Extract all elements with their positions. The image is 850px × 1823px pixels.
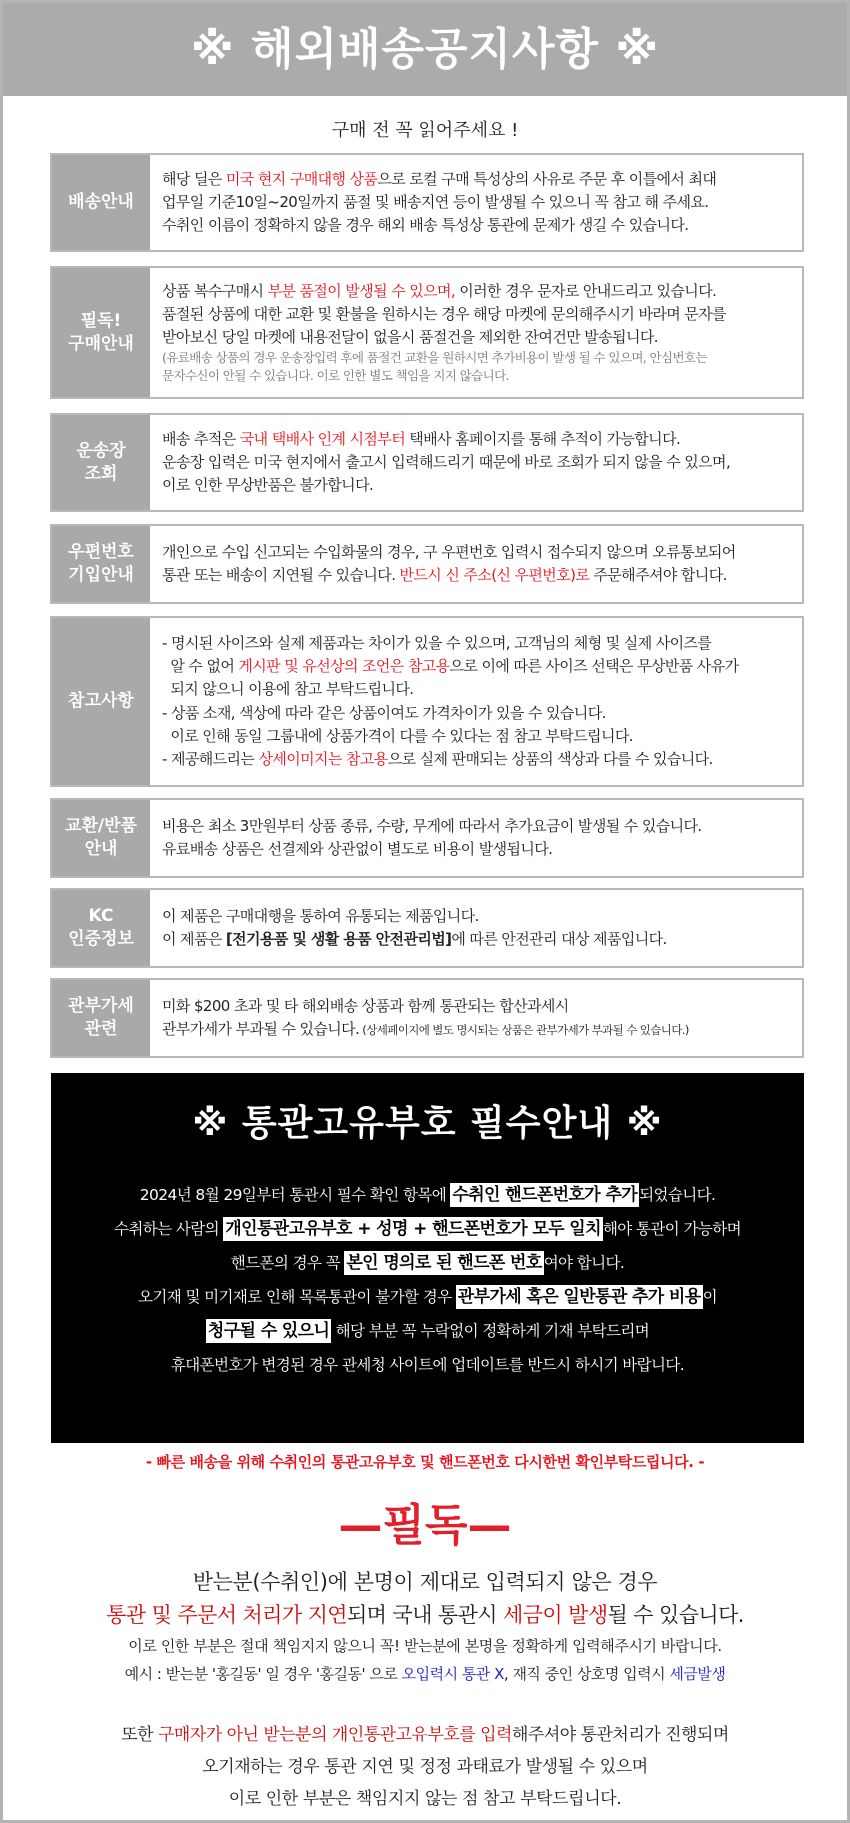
highlight-red: 게시판 및 유선상의 조언은 참고용 [238, 657, 450, 675]
text-line: 품절된 상품에 대한 교환 및 환불을 원하시는 경우 해당 마켓에 문의해주시기 바라며 문자를 [162, 304, 726, 323]
section-body [162, 890, 792, 966]
section-label [52, 415, 150, 510]
text-line [162, 280, 792, 303]
text-line: 이 제품은 구매대행을 통하여 유통되는 제품입니다. [162, 906, 479, 925]
label-line: 운송장 [76, 440, 126, 461]
must-read-title: —필독— [338, 1500, 512, 1551]
text-line [51, 1212, 804, 1246]
label-line: 교환/반품 [65, 816, 137, 837]
customs-title: ※ 통관고유부호 필수안내 ※ [192, 1103, 663, 1144]
must-read-line [3, 1599, 847, 1629]
text: 주문해주셔야 합니다. [589, 566, 727, 584]
section-label [52, 618, 150, 785]
text: 이 [702, 1288, 717, 1306]
text-line: 비용은 최소 3만원부터 상품 종류, 수량, 무게에 따라서 추가요금이 발생될 수 있습니다. [162, 816, 702, 835]
text-line [162, 748, 792, 771]
text-line: - 명시된 사이즈와 실제 제품과는 차이가 있을 수 있으며, 고객님의 체형 및 실제 사이즈를 [162, 633, 712, 652]
label-line: 안내 [84, 839, 118, 859]
text-line: 휴대폰번호가 변경된 경우 관세청 사이트에 업데이트를 반드시 하시기 바랍니다. [170, 1356, 685, 1374]
must-read-line: 받는분(수취인)에 본명이 제대로 입력되지 않은 경우 [192, 1570, 658, 1594]
text-line: 운송장 입력은 미국 현지에서 출고시 입력해드리기 때문에 바로 조회가 되지 않을 수 있으며, [162, 452, 731, 471]
customs-code-notice [51, 1073, 804, 1443]
label-line: 관부가세 [68, 996, 134, 1017]
label-line: 기입안내 [68, 565, 134, 585]
text-line [51, 1314, 804, 1348]
section-postal-code [50, 524, 804, 604]
text: 예시 : 받는분 '홍길동' 일 경우 '홍길동' 으로 [124, 1665, 402, 1683]
note-line: 문자수신이 안될 수 있습니다. 이로 인한 별도 책임을 지지 않습니다. [162, 368, 509, 384]
highlight-red: 미국 현지 구매대행 상품 [225, 169, 378, 188]
text-line [51, 1280, 804, 1314]
text: 알 수 없어 [162, 657, 239, 675]
text: 수취하는 사람의 [114, 1220, 224, 1238]
text: 상품 복수구매시 [162, 281, 268, 300]
text-line: 개인으로 수입 신고되는 수입화물의 경우, 구 우편번호 입력시 접수되지 않으며 오류통보되어 [162, 542, 736, 561]
must-read-line [3, 1663, 847, 1684]
highlight-red: 부분 품절이 발생될 수 있으며, [267, 281, 456, 300]
text: 2024년 8월 29일부터 통관시 필수 확인 항목에 [139, 1186, 451, 1204]
text-line: - 상품 소재, 색상에 따라 같은 상품이여도 가격차이가 있을 수 있습니다. [162, 703, 606, 722]
text-line: 이로 인해 동일 그룹내에 상품가격이 다를 수 있다는 점 참고 부탁드립니다. [162, 726, 633, 745]
text-line [162, 928, 792, 951]
note-line: (유료배송 상품의 경우 운송장입력 후에 품절건 교환을 원하시면 추가비용이 발생 될 수 있으며, 안심번호는 [162, 350, 707, 366]
text: 으로 로컬 구매 특성상의 사유로 주문 후 이틀에서 최대 [377, 169, 717, 188]
text-line: 이로 인한 무상반품은 불가합니다. [162, 476, 374, 495]
highlight: 본인 명의로 된 핸드폰 번호 [346, 1253, 542, 1273]
note-text: (상세페이지에 별도 명시되는 상품은 관부가세가 부과될 수 있습니다.) [359, 1023, 689, 1037]
text: 해주셔야 통관처리가 진행되며 [511, 1725, 729, 1745]
highlight-red: 반드시 신 주소(신 우편번호)로 [399, 566, 590, 584]
text: 핸드폰의 경우 꼭 [230, 1254, 345, 1272]
section-body [162, 155, 792, 250]
section-must-read [50, 266, 804, 399]
label-line: 필독! [80, 310, 122, 331]
label-line: 인증정보 [68, 929, 134, 949]
text: 또한 [121, 1725, 158, 1745]
text: 관부가세가 부과될 수 있습니다. [162, 1020, 360, 1038]
text-line: 되지 않으니 이용에 참고 부탁드립니다. [162, 680, 414, 699]
highlight-red: 상세이미지는 참고용 [258, 750, 388, 768]
label-line: KC [88, 906, 114, 927]
highlight: 개인통관고유부호 + 성명 + 핸드폰번호가 모두 일치 [225, 1219, 601, 1239]
text: 에 따른 안전관리 대상 제품입니다. [451, 930, 667, 948]
section-label [52, 155, 150, 250]
text: 여야 합니다. [543, 1254, 625, 1272]
text-line [162, 1018, 792, 1041]
section-label [52, 526, 150, 602]
section-body [162, 268, 792, 397]
bold-text: [전기용품 및 생활 용품 안전관리법] [225, 930, 452, 948]
highlight-blue: 세금발생 [669, 1665, 726, 1683]
must-read-line [3, 1720, 847, 1745]
section-body [162, 980, 792, 1056]
section-customs-tax [50, 978, 804, 1058]
text-line: 업무일 기준10일~20일까지 품절 및 배송지연 등이 발생될 수 있으니 꼭 참고 해 주세요. [162, 192, 709, 211]
section-label [52, 268, 150, 397]
text: 통관 또는 배송이 지연될 수 있습니다. [162, 566, 400, 584]
section-body [162, 526, 792, 602]
text-line [162, 655, 792, 678]
text: 되었습니다. [639, 1186, 716, 1204]
text-line: 유료배송 상품은 선결제와 상관없이 별도로 비용이 발생됩니다. [162, 840, 553, 858]
text-line: 받아보신 당일 마켓에 내용전달이 없을시 품절건을 제외한 잔여건만 발송됩니다. [162, 328, 658, 346]
subtitle: 구매 전 꼭 읽어주세요 ! [331, 120, 519, 141]
label-line: 관련 [84, 1019, 118, 1039]
label-line: 조회 [84, 463, 118, 484]
text: 될 수 있습니다. [607, 1603, 744, 1627]
red-notice: - 빠른 배송을 위해 수취인의 통관고유부호 및 핸드폰번호 다시한번 확인부탁드립니다. - [145, 1453, 705, 1471]
text-line [162, 428, 792, 451]
section-label [52, 890, 150, 966]
section-tracking [50, 413, 804, 512]
label-line: 구매안내 [68, 333, 134, 354]
must-read-line: 오기재하는 경우 통관 지연 및 정정 과태료가 발생될 수 있으며 [202, 1757, 648, 1777]
label-line: 참고사항 [68, 691, 134, 712]
section-body [162, 415, 792, 510]
section-body [162, 800, 792, 876]
text-line [162, 168, 792, 191]
customs-body [51, 1178, 804, 1382]
highlight: 청구될 수 있으니 [207, 1321, 330, 1341]
text: 택배사 홈페이지를 통해 추적이 가능합니다. [405, 429, 681, 448]
must-read-line: 이로 인한 부분은 책임지지 않는 점 참고 부탁드립니다. [228, 1789, 622, 1809]
section-reference [50, 616, 804, 787]
text: , 재직 중인 상호명 입력시 [503, 1665, 670, 1683]
text-line: 미화 $200 초과 및 타 해외배송 상품과 함께 통관되는 합산과세시 [162, 996, 569, 1015]
text: 해야 통관이 가능하며 [602, 1220, 741, 1238]
text: - 제공해드리는 [162, 750, 259, 768]
highlight: 수취인 핸드폰번호가 추가 [452, 1185, 638, 1205]
section-kc-cert [50, 888, 804, 968]
text: 해당 부분 꼭 누락없이 정확하게 기재 부탁드리며 [331, 1322, 650, 1340]
text-line: 수취인 이름이 정확하지 않을 경우 해외 배송 특성상 통관에 문제가 생길 수 있습니다. [162, 216, 689, 235]
highlight: 관부가세 혹은 일반통관 추가 비용 [457, 1287, 701, 1307]
text-line [162, 564, 792, 587]
highlight-red: 구매자가 아닌 받는분의 개인통관고유부호를 입력 [157, 1725, 512, 1745]
label-line: 우편번호 [68, 542, 134, 563]
section-label [52, 980, 150, 1056]
text-line [51, 1178, 804, 1212]
must-read-line: 이로 인한 부분은 절대 책임지지 않으니 꼭! 받는분에 본명을 정확하게 입력해주시기 바랍니다. [128, 1637, 722, 1655]
text: 오기재 및 미기재로 인해 목록통관이 불가할 경우 [138, 1288, 456, 1306]
section-body [162, 618, 792, 785]
text: 되며 국내 통관시 [346, 1603, 504, 1627]
label-line: 배송안내 [68, 192, 134, 213]
highlight-red: 통관 및 주문서 처리가 지연 [106, 1603, 347, 1627]
section-exchange-return [50, 798, 804, 878]
text: 으로 이에 따른 사이즈 선택은 무상반품 사유가 [449, 657, 739, 675]
text: 배송 추적은 [162, 429, 240, 448]
text-line [51, 1246, 804, 1280]
text: 이러한 경우 문자로 안내드리고 있습니다. [455, 281, 717, 300]
text: 으로 실제 판매되는 상품의 색상과 다를 수 있습니다. [387, 750, 713, 768]
section-label [52, 800, 150, 876]
text: 이 제품은 [162, 930, 226, 948]
section-shipping-info [50, 153, 804, 252]
highlight-blue: 오입력시 통관 X [401, 1665, 504, 1683]
highlight-red: 국내 택배사 인계 시점부터 [239, 429, 406, 448]
text: 해당 딜은 [162, 169, 226, 188]
highlight-red: 세금이 발생 [503, 1603, 608, 1627]
page-title: ※ 해외배송공지사항 ※ [3, 3, 847, 96]
